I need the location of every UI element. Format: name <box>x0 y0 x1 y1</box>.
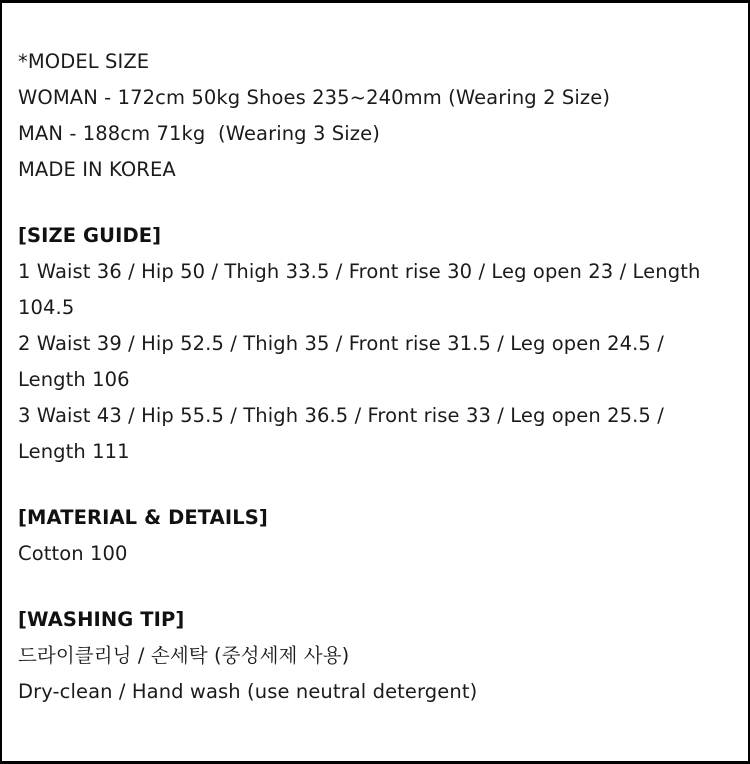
size-guide-row-1: 1 Waist 36 / Hip 50 / Thigh 33.5 / Front rise 30 / Leg open 23 / Length 104.5 <box>18 260 701 319</box>
size-guide-row-3: 3 Waist 43 / Hip 55.5 / Thigh 36.5 / Front rise 33 / Leg open 25.5 / Length 111 <box>18 404 664 463</box>
washing-tip-heading: [WASHING TIP] <box>18 608 185 631</box>
spacer-after-size-guide <box>18 470 732 500</box>
size-guide-heading: [SIZE GUIDE] <box>18 224 162 247</box>
model-size-woman: WOMAN - 172cm 50kg Shoes 235~240mm (Wearing 2 Size) <box>18 86 611 109</box>
made-in-korea: MADE IN KOREA <box>18 158 176 181</box>
model-size-section <box>18 44 732 188</box>
left-border <box>0 0 2 764</box>
material-details-heading: [MATERIAL & DETAILS] <box>18 506 268 529</box>
material-composition: Cotton 100 <box>18 542 128 565</box>
spacer-after-model-size <box>18 188 732 218</box>
spacer-after-material <box>18 572 732 602</box>
model-size-heading: *MODEL SIZE <box>18 50 150 73</box>
washing-tip-korean: 드라이클리닝 / 손세탁 (중성세제 사용) <box>18 644 350 667</box>
size-guide-section <box>18 218 732 470</box>
top-border <box>0 0 750 3</box>
model-size-man: MAN - 188cm 71kg (Wearing 3 Size) <box>18 122 380 145</box>
material-details-section <box>18 500 732 572</box>
washing-tip-section <box>18 602 732 710</box>
size-guide-row-2: 2 Waist 39 / Hip 52.5 / Thigh 35 / Front rise 31.5 / Leg open 24.5 / Length 106 <box>18 332 664 391</box>
washing-tip-english: Dry-clean / Hand wash (use neutral detergent) <box>18 680 478 703</box>
